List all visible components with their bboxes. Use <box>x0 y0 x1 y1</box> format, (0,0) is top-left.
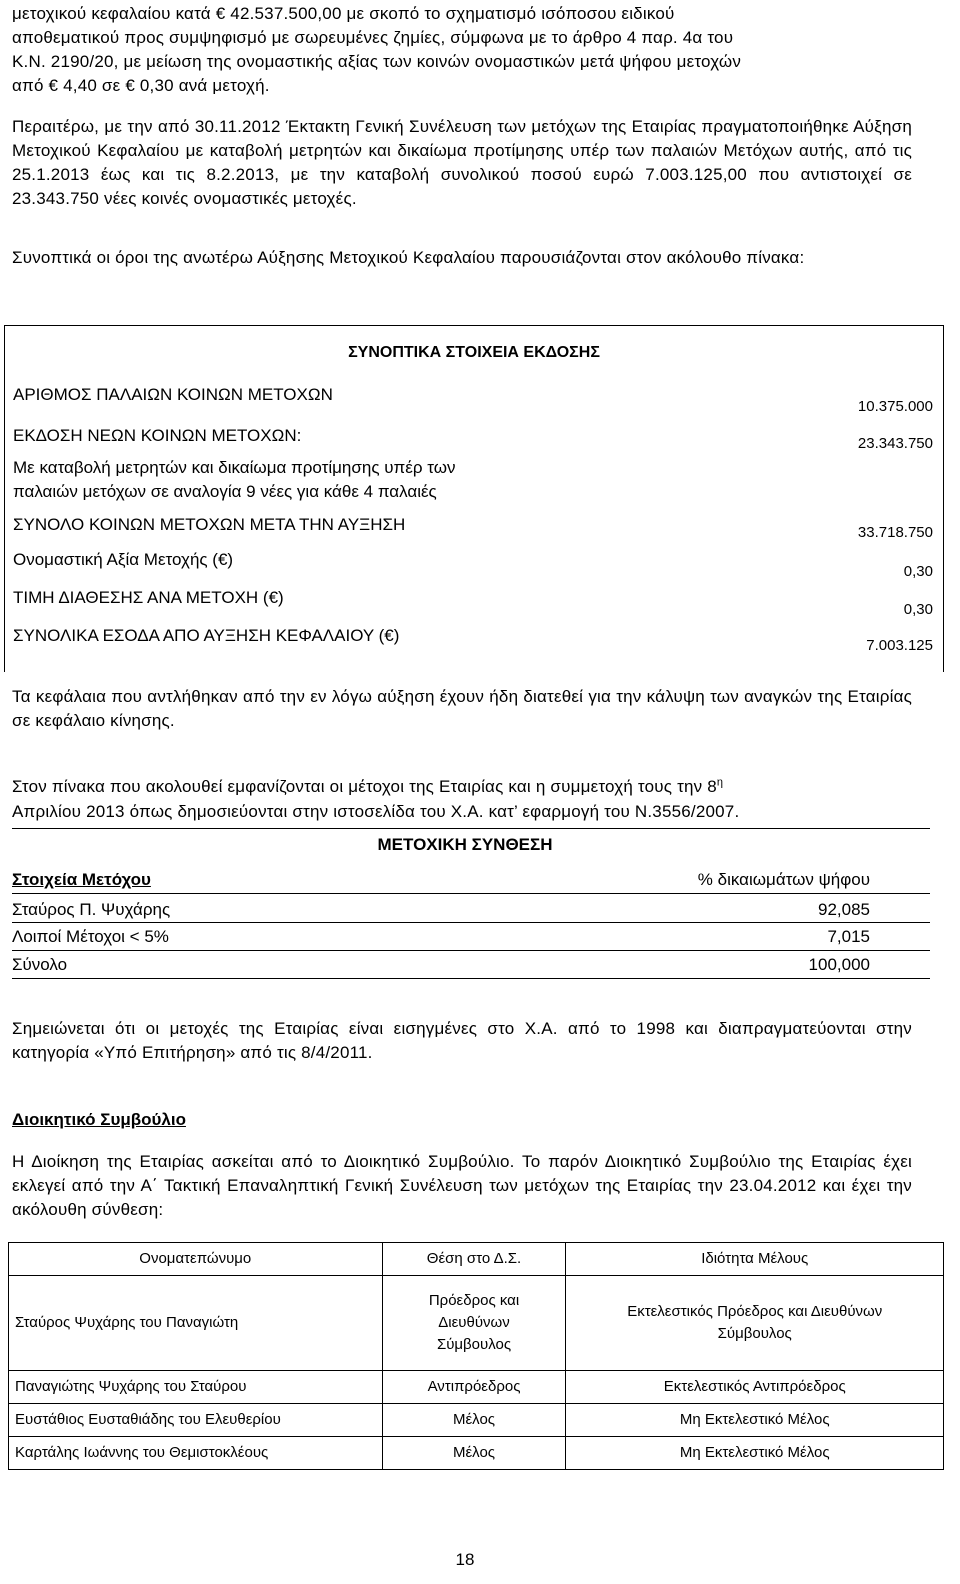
shareholder-header-pct: % δικαιωμάτων ψήφου <box>697 870 870 889</box>
paragraph-board: Η Διοίκηση της Εταιρίας ασκείται από το Διοικητικό Συμβούλιο. Το παρόν Διοικητικό Συμβούλιο της Εταιρίας έχει εκλεγεί από την Α΄ Τακτική Επαναληπτική Γενική Συνέλευση των μετόχων της Εταιρίας την 23.04.2012 και έχει την ακόλουθη σύνθεση: <box>12 1152 912 1219</box>
issue-row-value: 33.718.750 <box>857 524 933 541</box>
board-section-heading: Διοικητικό Συμβούλιο <box>12 1110 186 1129</box>
shareholder-header-name: Στοιχεία Μετόχου <box>12 870 151 889</box>
board-row <box>9 1371 944 1404</box>
board-member-name: Παναγιώτης Ψυχάρης του Σταύρου <box>9 1371 383 1404</box>
document-page: μετοχικού κεφαλαίου κατά € 42.537.500,00 με σκοπό το σχηματισμό ισόποσου ειδικού αποθεματικού προς συμψηφισμό με σωρευμένες ζημίες, σύμφωνα με το άρθρο 4 παρ. 4α του Κ.Ν. 2190/20, με μείωση της ονομαστικής αξίας των κοινών ονομαστικών μετά ψήφου μετοχών από € 4,40 σε € 0,30 ανά μετοχή. Περαιτέρω, με την από 30.11.2012 Έκτακτη Γενική Συνέλευση των μετόχων της Εταιρίας πραγματοποιήθηκε Αύξηση Μετοχικού Κεφαλαίου με καταβολή μετρητών και δικαίωμα προτίμησης υπέρ των παλαιών Μετόχων αυτής, από τις 25.1.2013 έως και τις 8.2.2013, με την καταβολή συνολικού ποσού ευρώ 7.003.125,00 που αντιστοιχεί σε 23.343.750 νέες κοινές ονομαστικές μετοχές. Συνοπτικά οι όροι της ανωτέρω Αύξησης Μετοχικού Κεφαλαίου παρουσιάζονται στον ακόλουθο πίνακα: ΣΥΝΟΠΤΙΚΑ ΣΤΟΙΧΕΙΑ ΕΚΔΟΣΗΣ ΑΡΙΘΜΟΣ ΠΑΛΑΙΩΝ ΚΟΙΝΩΝ ΜΕΤΟΧΩΝ 10.375.000 ΕΚΔΟΣΗ ΝΕΩΝ ΚΟΙΝΩΝ ΜΕΤΟΧΩΝ: 23.343.750 Με καταβολή μετρητών και δικαίωμα προτίμησης υπέρ των παλαιών μετόχων σε αναλογία 9 νέες για κάθε 4 παλαιές ΣΥΝΟΛΟ ΚΟΙΝΩΝ ΜΕΤΟΧΩΝ ΜΕΤΑ ΤΗΝ ΑΥΞΗΣΗ 33.718.750 Ονομαστική Αξία Μετοχής (€) 0,30 ΤΙΜΗ ΔΙΑΘΕΣΗΣ ΑΝΑ ΜΕΤΟΧΗ (€) 0,30 ΣΥΝΟΛΙΚΑ ΕΣΟΔΑ ΑΠΟ ΑΥΞΗΣΗ ΚΕΦΑΛΑΙΟΥ (€) 7.003.125 Τα κεφάλαια που αντλήθηκαν από την εν λόγω αύξηση έχουν ήδη διατεθεί για την κάλυψη των αναγκών της Εταιρίας σε κεφάλαιο κίνησης. Στον πίνακα που ακολουθεί εμφανίζονται οι μέτοχοι της Εταιρίας και η συμμετοχή τους την $8^\eta$ Απριλίου 2013 όπως δημοσιεύονται στην ιστοσελίδα του Χ.Α. κατ’ εφαρμογή του Ν.3556/2007. ΜΕΤΟΧΙΚΗ ΣΥΝΘΕΣΗ Στοιχεία Μετόχου % δικαιωμάτων ψήφου Σταύρος Π. Ψυχάρης 92,085 Λοιποί Μέτοχοι < 5% 7,015 Σύνολο 100,000 Σημειώνεται ότι οι μετοχές της Εταιρίας είναι εισηγμένες στο Χ.Α. από το 1998 και διαπραγματεύονται στην κατηγορία «Υπό Επιτήρηση» από τις 8/4/2011. Διοικητικό Συμβούλιο Η Διοίκηση της Εταιρίας ασκείται από το Διοικητικό Συμβούλιο. Το παρόν Διοικητικό Συμβούλιο της Εταιρίας έχει εκλεγεί από την Α΄ Τακτική Επαναληπτική Γενική Συνέλευση των μετόχων της Εταιρίας την 23.04.2012 και έχει την ακόλουθη σύνθεση: Ονοματεπώνυμο Θέση στο Δ.Σ. Ιδιότητα Μέλους Σταύρος Ψυχάρης του Παναγιώτη Πρόεδρος και Διευθύνων Σύμβουλος Εκτελεστικός Πρόεδρος και Διευθύνων Σύμβουλος Παναγιώτης Ψυχάρης του Σταύρου Αντιπρόεδρος Εκτελεστικός Αντιπρόεδρος Ευστάθιος Ευσταθιάδης του Ελευθερίου Μέλος Μη Εκτελεστικό Μέλος Καρτάλης Ιωάννης του Θεμιστοκλέους Μέλος Μη Εκτελεστικό Μέλος 18 <box>0 0 960 1584</box>
paragraph-use-of-proceeds: Τα κεφάλαια που αντλήθηκαν από την εν λόγω αύξηση έχουν ήδη διατεθεί για την κάλυψη των αναγκών της Εταιρίας σε κεφάλαιο κίνησης. <box>12 687 912 730</box>
board-header-name: Ονοματεπώνυμο <box>9 1243 383 1276</box>
shareholder-bottom-rule <box>12 978 930 979</box>
shareholder-row-rule <box>12 922 930 923</box>
paragraph-capital-increase: Περαιτέρω, με την από 30.11.2012 Έκτακτη Γενική Συνέλευση των μετόχων της Εταιρίας πραγματοποιήθηκε Αύξηση Μετοχικού Κεφαλαίου με καταβολή μετρητών και δικαίωμα προτίμησης υπέρ των παλαιών Μετόχων αυτής, από τις 25.1.2013 έως και τις 8.2.2013, με την καταβολή συνολικού ποσού ευρώ 7.003.125,00 που αντιστοιχεί σε 23.343.750 νέες κοινές ονομαστικές μετοχές. <box>12 117 912 208</box>
issue-row-value: 10.375.000 <box>857 398 933 415</box>
intro-line-4: από € 4,40 σε € 0,30 ανά μετοχή. <box>12 76 270 95</box>
issue-row-label: ΕΚΔΟΣΗ ΝΕΩΝ ΚΟΙΝΩΝ ΜΕΤΟΧΩΝ: <box>13 426 302 445</box>
board-row <box>9 1437 944 1470</box>
shareholder-table-title: ΜΕΤΟΧΙΚΗ ΣΥΝΘΕΣΗ <box>377 835 553 854</box>
intro-line-3: Κ.Ν. 2190/20, με μείωση της ονομαστικής αξίας των κοινών ονομαστικών μετά ψήφου μετοχών <box>12 52 742 71</box>
board-member-role: Εκτελεστικός Πρόεδρος και Διευθύνων Σύμβουλος <box>566 1276 944 1371</box>
paragraph-listing: Σημειώνεται ότι οι μετοχές της Εταιρίας είναι εισηγμένες στο Χ.Α. από το 1998 και διαπραγματεύονται στην κατηγορία «Υπό Επιτήρηση» από τις 8/4/2011. <box>12 1019 912 1062</box>
intro-line-2: αποθεματικού προς συμψηφισμό με σωρευμένες ζημίες, σύμφωνα με το άρθρο 4 παρ. 4α του <box>12 28 734 47</box>
shareholder-row-rule <box>12 950 930 951</box>
issue-row-value: 7.003.125 <box>866 637 933 654</box>
intro-line-1: μετοχικού κεφαλαίου κατά € 42.537.500,00 με σκοπό το σχηματισμό ισόποσου ειδικού <box>12 4 675 23</box>
issue-row-label: ΑΡΙΘΜΟΣ ΠΑΛΑΙΩΝ ΚΟΙΝΩΝ ΜΕΤΟΧΩΝ <box>13 385 333 404</box>
board-member-name: Ευστάθιος Ευσταθιάδης του Ελευθερίου <box>9 1404 383 1437</box>
paragraph-shareholders-line-1: Στον πίνακα που ακολουθεί εμφανίζονται οι μέτοχοι της Εταιρίας και η συμμετοχή τους την $8^\eta$ <box>12 776 724 796</box>
board-member-position: Μέλος <box>382 1437 566 1470</box>
board-table <box>8 1242 944 1470</box>
paragraph-shareholders-line-2: Απριλίου 2013 όπως δημοσιεύονται στην ιστοσελίδα του Χ.Α. κατ’ εφαρμογή του Ν.3556/2007. <box>12 802 740 821</box>
issue-row-label: ΤΙΜΗ ΔΙΑΘΕΣΗΣ ΑΝΑ ΜΕΤΟΧΗ (€) <box>13 588 284 607</box>
issue-row-label: ΣΥΝΟΛΟ ΚΟΙΝΩΝ ΜΕΤΟΧΩΝ ΜΕΤΑ ΤΗΝ ΑΥΞΗΣΗ <box>13 515 406 534</box>
board-member-position: Μέλος <box>382 1404 566 1437</box>
shareholder-table-top-rule <box>12 828 930 829</box>
board-table-header <box>9 1243 944 1276</box>
issue-row-label: ΣΥΝΟΛΙΚΑ ΕΣΟΔΑ ΑΠΟ ΑΥΞΗΣΗ ΚΕΦΑΛΑΙΟΥ (€) <box>13 626 400 645</box>
issue-row-value: 0,30 <box>903 563 933 580</box>
board-member-role: Μη Εκτελεστικό Μέλος <box>566 1437 944 1470</box>
board-member-role: Εκτελεστικός Αντιπρόεδρος <box>566 1371 944 1404</box>
paragraph-summary-intro: Συνοπτικά οι όροι της ανωτέρω Αύξησης Μετοχικού Κεφαλαίου παρουσιάζονται στον ακόλουθο πίνακα: <box>12 248 805 267</box>
board-member-name: Σταύρος Ψυχάρης του Παναγιώτη <box>9 1276 383 1371</box>
issue-row-value: 23.343.750 <box>857 435 933 452</box>
board-member-name: Καρτάλης Ιωάννης του Θεμιστοκλέους <box>9 1437 383 1470</box>
issue-table-title: ΣΥΝΟΠΤΙΚΑ ΣΤΟΙΧΕΙΑ ΕΚΔΟΣΗΣ <box>348 344 600 361</box>
board-member-role: Μη Εκτελεστικό Μέλος <box>566 1404 944 1437</box>
issue-row-label: Ονομαστική Αξία Μετοχής (€) <box>13 550 234 569</box>
board-member-position: Πρόεδρος και Διευθύνων Σύμβουλος <box>382 1276 566 1371</box>
board-header-position: Θέση στο Δ.Σ. <box>382 1243 566 1276</box>
shareholder-header-rule <box>12 893 930 894</box>
board-header-role: Ιδιότητα Μέλους <box>566 1243 944 1276</box>
issue-row-value: 0,30 <box>903 601 933 618</box>
board-row <box>9 1276 944 1371</box>
issue-summary-table: ΣΥΝΟΠΤΙΚΑ ΣΤΟΙΧΕΙΑ ΕΚΔΟΣΗΣ ΑΡΙΘΜΟΣ ΠΑΛΑΙΩΝ ΚΟΙΝΩΝ ΜΕΤΟΧΩΝ 10.375.000 ΕΚΔΟΣΗ ΝΕΩΝ ΚΟΙΝΩΝ ΜΕΤΟΧΩΝ: 23.343.750 Με καταβολή μετρητών και δικαίωμα προτίμησης υπέρ των παλαιών μετόχων σε αναλογία 9 νέες για κάθε 4 παλαιές ΣΥΝΟΛΟ ΚΟΙΝΩΝ ΜΕΤΟΧΩΝ ΜΕΤΑ ΤΗΝ ΑΥΞΗΣΗ 33.718.750 Ονομαστική Αξία Μετοχής (€) 0,30 ΤΙΜΗ ΔΙΑΘΕΣΗΣ ΑΝΑ ΜΕΤΟΧΗ (€) 0,30 ΣΥΝΟΛΙΚΑ ΕΣΟΔΑ ΑΠΟ ΑΥΞΗΣΗ ΚΕΦΑΛΑΙΟΥ (€) 7.003.125 <box>4 325 944 672</box>
board-row <box>9 1404 944 1437</box>
board-member-position: Αντιπρόεδρος <box>382 1371 566 1404</box>
page-number: 18 <box>455 1550 475 1569</box>
